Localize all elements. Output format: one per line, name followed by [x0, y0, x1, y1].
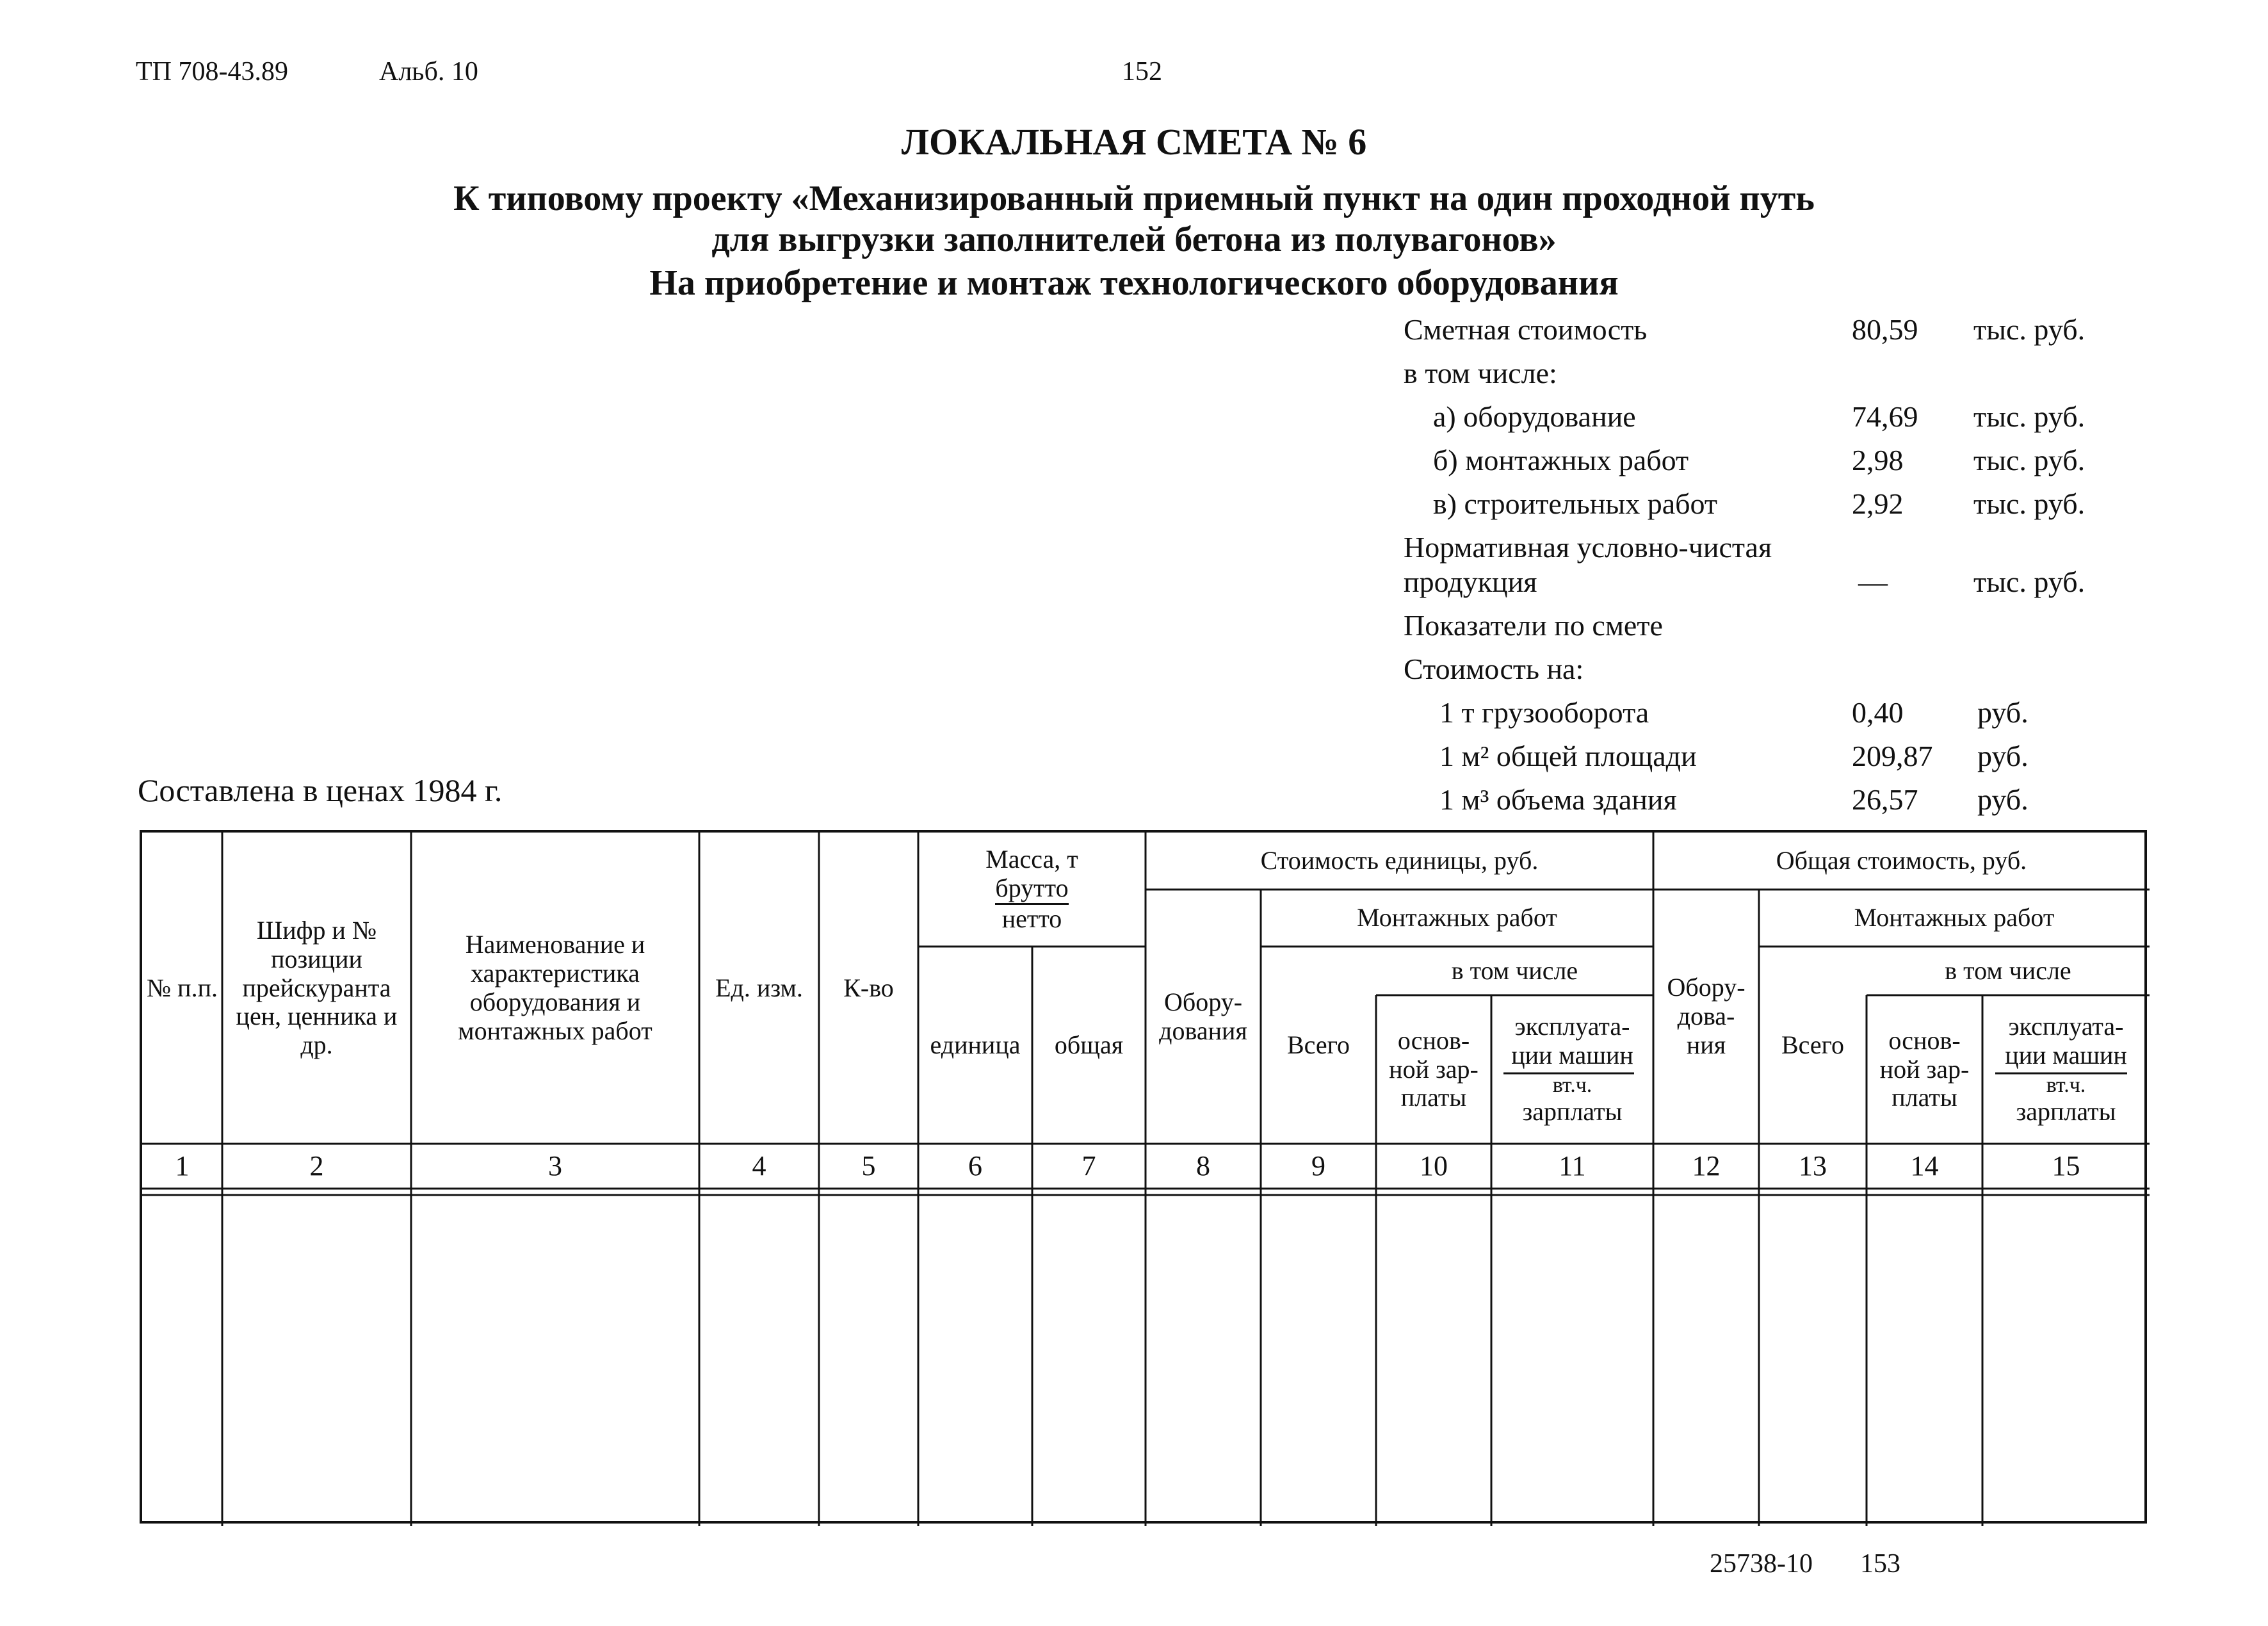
column-number: 7: [1081, 1150, 1096, 1182]
summary-label: в) строительных работ: [1433, 487, 1718, 520]
summary-label: 1 м³ объема здания: [1439, 783, 1677, 816]
summary-value: 209,87: [1852, 740, 1933, 772]
estimate-table: [140, 830, 2147, 1524]
total-machine-ops-header: [1982, 995, 2150, 1144]
subtitle-line-3: На приобретение и монтаж технологического оборудования: [649, 263, 1619, 303]
col-number-header: № п.п.: [147, 973, 218, 1002]
summary-value: 0,40: [1852, 696, 1904, 729]
total-installation-header: Монтажных работ: [1854, 903, 2055, 932]
summary-value: 80,59: [1852, 313, 1918, 346]
unit-base-salary-header: основ-ной зар-платы: [1389, 1025, 1478, 1112]
total-cost-group-header: Общая стоимость, руб.: [1776, 846, 2027, 875]
column-number: 9: [1311, 1150, 1325, 1182]
unit-equipment-header: Обору-дования: [1159, 987, 1247, 1045]
summary-label: Стоимость на:: [1404, 653, 1584, 685]
subtitle-line-1: К типовому проекту «Механизированный приемный пункт на один проходной путь: [453, 179, 1815, 218]
summary-label: в том числе:: [1404, 357, 1557, 389]
prices-note: Составлена в ценах 1984 г.: [138, 772, 503, 808]
unit-cost-group-header: Стоимость единицы, руб.: [1260, 846, 1539, 875]
summary-unit: тыс. руб.: [1973, 444, 2086, 476]
document-code: ТП 708-43.89: [136, 57, 288, 86]
summary-unit: тыс. руб.: [1973, 487, 2086, 520]
col-unit-header: Ед. изм.: [715, 973, 803, 1002]
summary-value: 2,98: [1852, 444, 1904, 476]
column-number: 4: [752, 1150, 766, 1182]
col-name-header: Наименование и характеристика оборудования и монтажных работ: [458, 930, 652, 1045]
machine-ops-label: эксплуата-ции машин: [2005, 1011, 2127, 1069]
page-number: 152: [1122, 57, 1162, 86]
summary-unit: тыс. руб.: [1973, 565, 2086, 598]
unit-including-header: в том числе: [1451, 955, 1578, 985]
summary-unit: тыс. руб.: [1973, 400, 2086, 433]
column-number: 1: [175, 1150, 190, 1182]
summary-value: 74,69: [1852, 400, 1918, 433]
summary-label: 1 м² общей площади: [1439, 740, 1697, 772]
unit-installation-total-header: Всего: [1286, 1030, 1350, 1059]
unit-machine-ops-header: [1491, 995, 1653, 1144]
column-number: 14: [1910, 1150, 1939, 1182]
summary-label: продукция: [1404, 565, 1537, 598]
summary-label: Сметная стоимость: [1404, 313, 1648, 346]
table-body: [142, 1195, 2150, 1522]
column-number: 13: [1799, 1150, 1827, 1182]
subtitle-line-2: для выгрузки заполнителей бетона из полувагонов»: [711, 220, 1557, 259]
total-installation-total-header: Всего: [1781, 1030, 1845, 1059]
incl-salary-label: вт.ч.: [2046, 1073, 2086, 1098]
summary-unit: руб.: [1977, 696, 2029, 729]
incl-salary-label-2: зарплаты: [1522, 1097, 1623, 1126]
column-number: 2: [309, 1150, 324, 1182]
footer-page: 153: [1860, 1549, 1900, 1579]
summary-label: Показатели по смете: [1404, 609, 1663, 642]
summary-label: б) монтажных работ: [1433, 444, 1689, 476]
summary-value: 2,92: [1852, 487, 1904, 520]
column-number: 3: [548, 1150, 562, 1182]
summary-unit: руб.: [1977, 783, 2029, 816]
summary-label: 1 т грузооборота: [1439, 696, 1649, 729]
album-label: Альб. 10: [379, 57, 478, 86]
incl-salary-label-2: зарплаты: [2016, 1097, 2116, 1126]
column-number: 8: [1196, 1150, 1210, 1182]
total-including-header: в том числе: [1945, 955, 2071, 985]
mass-title: Масса, т: [985, 845, 1078, 874]
column-number: 6: [968, 1150, 982, 1182]
total-equipment-header: Обору-дова-ния: [1667, 973, 1746, 1059]
col-qty-header: К-во: [843, 973, 894, 1002]
unit-installation-header: Монтажных работ: [1357, 903, 1557, 932]
mass-net-label: нетто: [1001, 904, 1062, 933]
summary-unit: руб.: [1977, 740, 2029, 772]
mass-unit-header: единица: [930, 1030, 1021, 1059]
summary-value: —: [1858, 565, 1888, 598]
summary-value: 26,57: [1852, 783, 1918, 816]
column-number: 10: [1420, 1150, 1448, 1182]
summary-label: а) оборудование: [1433, 400, 1636, 433]
column-number: 11: [1559, 1150, 1586, 1182]
summary-label: Нормативная условно-чистая: [1404, 531, 1772, 564]
summary-unit: тыс. руб.: [1973, 313, 2086, 346]
footer-code: 25738-10: [1710, 1549, 1813, 1579]
column-number: 12: [1692, 1150, 1721, 1182]
column-number: 15: [2052, 1150, 2080, 1182]
mass-group-header: [918, 833, 1146, 947]
total-base-salary-header: основ-ной зар-платы: [1879, 1025, 1970, 1112]
mass-gross-label: брутто: [995, 874, 1068, 905]
mass-total-header: общая: [1054, 1030, 1124, 1059]
column-number: 5: [861, 1150, 876, 1182]
col-code-header: Шифр и № позиции прейскуранта цен, ценника и др.: [236, 916, 398, 1060]
incl-salary-label: вт.ч.: [1552, 1073, 1592, 1098]
page-title: ЛОКАЛЬНАЯ СМЕТА № 6: [901, 121, 1367, 163]
machine-ops-label: эксплуата-ции машин: [1511, 1011, 1633, 1069]
